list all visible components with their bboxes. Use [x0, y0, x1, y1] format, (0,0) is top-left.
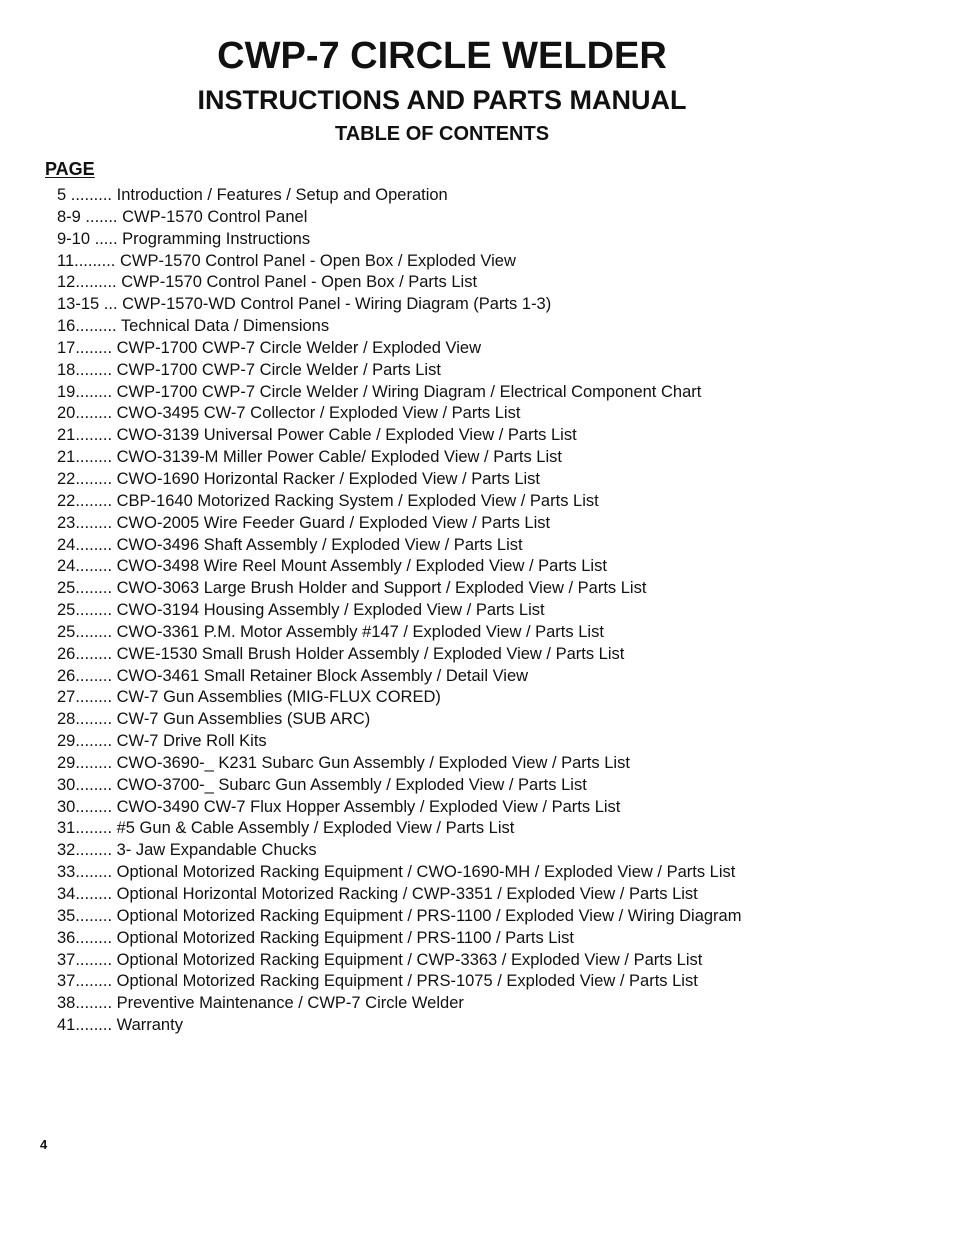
toc-entry-page: 35........	[57, 906, 117, 925]
toc-entry	[57, 950, 741, 972]
toc-entry-title: Optional Motorized Racking Equipment / PRS-1100 / Parts List	[116, 928, 574, 947]
toc-entry	[57, 753, 741, 775]
toc-entry-page: 24........	[57, 557, 117, 576]
toc-entry-page: 24........	[57, 535, 117, 554]
toc-entry-page: 8-9 .......	[57, 207, 123, 226]
toc-entry-title: CWO-3461 Small Retainer Block Assembly / Detail View	[116, 666, 529, 685]
toc-entry-page: 25........	[57, 601, 117, 620]
toc-entry	[57, 207, 741, 229]
toc-entry-title: #5 Gun & Cable Assembly / Exploded View / Parts List	[116, 819, 515, 838]
toc-entry-page: 32........	[57, 841, 117, 860]
toc-entry-page: 33........	[57, 863, 117, 882]
toc-entry-title: CWO-3700-_ Subarc Gun Assembly / Exploded View / Parts List	[116, 775, 587, 794]
toc-entry	[57, 338, 741, 360]
toc-entry	[57, 382, 741, 404]
toc-entry-page: 21........	[57, 426, 117, 445]
toc-entry-title: CWP-1700 CWP-7 Circle Welder / Parts List	[116, 360, 441, 379]
toc-entry	[57, 971, 741, 993]
toc-entry-title: CWO-3496 Shaft Assembly / Exploded View / Parts List	[116, 535, 523, 554]
toc-entry	[57, 535, 741, 557]
toc-entry-title: CW-7 Gun Assemblies (MIG-FLUX CORED)	[116, 688, 441, 707]
toc-entry-page: 26........	[57, 666, 117, 685]
toc-entry-title: Introduction / Features / Setup and Operation	[116, 186, 448, 204]
toc-entry-page: 34........	[57, 885, 117, 903]
toc-entry-page: 22........	[57, 469, 117, 488]
toc-entry-title: CWP-1570 Control Panel - Open Box / Exploded View	[119, 251, 516, 270]
toc-entry	[57, 993, 741, 1015]
toc-entry	[57, 294, 741, 316]
toc-entry-title: 3- Jaw Expandable Chucks	[116, 841, 317, 860]
toc-entry-title: CWO-1690 Horizontal Racker / Exploded View / Parts List	[116, 469, 540, 488]
toc-entry-title: CWP-1700 CWP-7 Circle Welder / Wiring Diagram / Electrical Component Chart	[116, 382, 702, 401]
toc-entry-title: CWO-3361 P.M. Motor Assembly #147 / Exploded View / Parts List	[116, 622, 604, 641]
toc-entry-title: CWO-3139-M Miller Power Cable/ Exploded View / Parts List	[116, 448, 562, 467]
toc-entry	[57, 185, 741, 207]
toc-entry	[57, 513, 741, 535]
toc-entry	[57, 644, 741, 666]
toc-entry-page: 11.........	[57, 251, 120, 270]
toc-entry-page: 20........	[57, 404, 117, 423]
toc-entry	[57, 316, 741, 338]
toc-entry-page: 5 .........	[57, 186, 117, 204]
toc-entry-page: 12.........	[57, 273, 122, 292]
toc-entry	[57, 818, 741, 840]
toc-entry-page: 26........	[57, 644, 117, 663]
toc-entry-page: 29........	[57, 753, 117, 772]
toc-entry-title: CWO-3139 Universal Power Cable / Exploded View / Parts List	[116, 426, 577, 445]
toc-entry	[57, 928, 741, 950]
toc-entry-page: 23........	[57, 513, 117, 532]
toc-entry-page: 25........	[57, 622, 117, 641]
toc-entry	[57, 862, 741, 884]
toc-entry	[57, 403, 741, 425]
toc-entry-title: Warranty	[116, 1016, 183, 1035]
toc-entry-page: 16.........	[57, 317, 121, 336]
toc-list	[57, 185, 741, 1037]
toc-entry	[57, 884, 741, 906]
toc-entry-title: CWE-1530 Small Brush Holder Assembly / Exploded View / Parts List	[116, 644, 625, 663]
toc-entry-page: 31........	[57, 819, 117, 838]
document-subtitle: INSTRUCTIONS AND PARTS MANUAL	[197, 85, 687, 115]
toc-entry	[57, 469, 741, 491]
toc-entry	[57, 666, 741, 688]
toc-entry	[57, 687, 741, 709]
toc-entry-page: 21........	[57, 448, 117, 467]
toc-entry-title: Optional Motorized Racking Equipment / PRS-1100 / Exploded View / Wiring Diagram	[116, 906, 742, 925]
toc-entry-page: 28........	[57, 710, 117, 729]
toc-entry	[57, 447, 741, 469]
toc-entry	[57, 251, 741, 273]
toc-entry	[57, 906, 741, 928]
toc-entry-title: CWO-3690-_ K231 Subarc Gun Assembly / Exploded View / Parts List	[116, 753, 630, 772]
toc-entry-title: CWO-3063 Large Brush Holder and Support / Exploded View / Parts List	[116, 579, 647, 598]
toc-entry	[57, 600, 741, 622]
toc-entry	[57, 272, 741, 294]
toc-entry-page: 30........	[57, 797, 117, 816]
toc-entry	[57, 556, 741, 578]
toc-entry-title: Technical Data / Dimensions	[120, 317, 330, 336]
toc-entry-title: CW-7 Gun Assemblies (SUB ARC)	[116, 710, 371, 729]
toc-entry-page: 38........	[57, 994, 117, 1013]
document-title: CWP-7 CIRCLE WELDER	[217, 35, 667, 77]
toc-entry	[57, 229, 741, 251]
toc-entry	[57, 731, 741, 753]
toc-entry-page: 13-15 ...	[57, 295, 123, 314]
toc-entry-title: CWO-3498 Wire Reel Mount Assembly / Exploded View / Parts List	[116, 557, 607, 576]
toc-entry	[57, 578, 741, 600]
toc-entry-page: 27........	[57, 688, 117, 707]
page-number: 4	[40, 1137, 48, 1152]
toc-entry-title: CWP-1700 CWP-7 Circle Welder / Exploded View	[116, 338, 481, 357]
toc-entry	[57, 797, 741, 819]
toc-entry-page: 18........	[57, 360, 117, 379]
toc-entry-page: 19........	[57, 382, 117, 401]
toc-entry-page: 29........	[57, 732, 117, 751]
toc-entry-title: CWP-1570 Control Panel - Open Box / Parts List	[121, 273, 478, 292]
toc-entry	[57, 622, 741, 644]
toc-entry-title: CW-7 Drive Roll Kits	[116, 732, 267, 751]
toc-entry-title: CWO-2005 Wire Feeder Guard / Exploded View / Parts List	[116, 513, 551, 532]
toc-entry	[57, 491, 741, 513]
toc-heading: TABLE OF CONTENTS	[334, 123, 550, 145]
toc-entry	[57, 840, 741, 862]
toc-entry	[57, 1015, 741, 1037]
toc-entry-title: CWP-1570-WD Control Panel - Wiring Diagram (Parts 1-3)	[122, 295, 552, 314]
toc-entry	[57, 709, 741, 731]
toc-entry	[57, 775, 741, 797]
toc-entry-title: Optional Horizontal Motorized Racking / CWP-3351 / Exploded View / Parts List	[116, 885, 698, 903]
toc-entry-title: CBP-1640 Motorized Racking System / Exploded View / Parts List	[116, 491, 599, 510]
toc-entry-page: 17........	[57, 338, 117, 357]
toc-entry	[57, 425, 741, 447]
page-column-label: PAGE	[45, 159, 95, 179]
toc-entry-page: 36........	[57, 928, 117, 947]
toc-entry-page: 30........	[57, 775, 117, 794]
toc-entry-title: Programming Instructions	[122, 229, 311, 248]
toc-entry-page: 37........	[57, 972, 117, 991]
toc-entry-title: CWP-1570 Control Panel	[122, 207, 308, 226]
toc-entry-title: CWO-3194 Housing Assembly / Exploded View / Parts List	[116, 601, 545, 620]
toc-entry-page: 41........	[57, 1016, 117, 1035]
toc-entry-title: Optional Motorized Racking Equipment / CWO-1690-MH / Exploded View / Parts List	[116, 863, 736, 882]
toc-entry-title: CWO-3495 CW-7 Collector / Exploded View / Parts List	[116, 404, 521, 423]
toc-entry-title: Optional Motorized Racking Equipment / PRS-1075 / Exploded View / Parts List	[116, 972, 698, 991]
toc-entry-page: 25........	[57, 579, 117, 598]
toc-entry-title: Preventive Maintenance / CWP-7 Circle Welder	[116, 994, 464, 1013]
toc-entry-page: 37........	[57, 950, 117, 969]
toc-entry-title: CWO-3490 CW-7 Flux Hopper Assembly / Exploded View / Parts List	[116, 797, 621, 816]
toc-entry-page: 9-10 .....	[57, 229, 123, 248]
toc-entry-title: Optional Motorized Racking Equipment / CWP-3363 / Exploded View / Parts List	[116, 950, 703, 969]
toc-entry	[57, 360, 741, 382]
toc-entry-page: 22........	[57, 491, 117, 510]
